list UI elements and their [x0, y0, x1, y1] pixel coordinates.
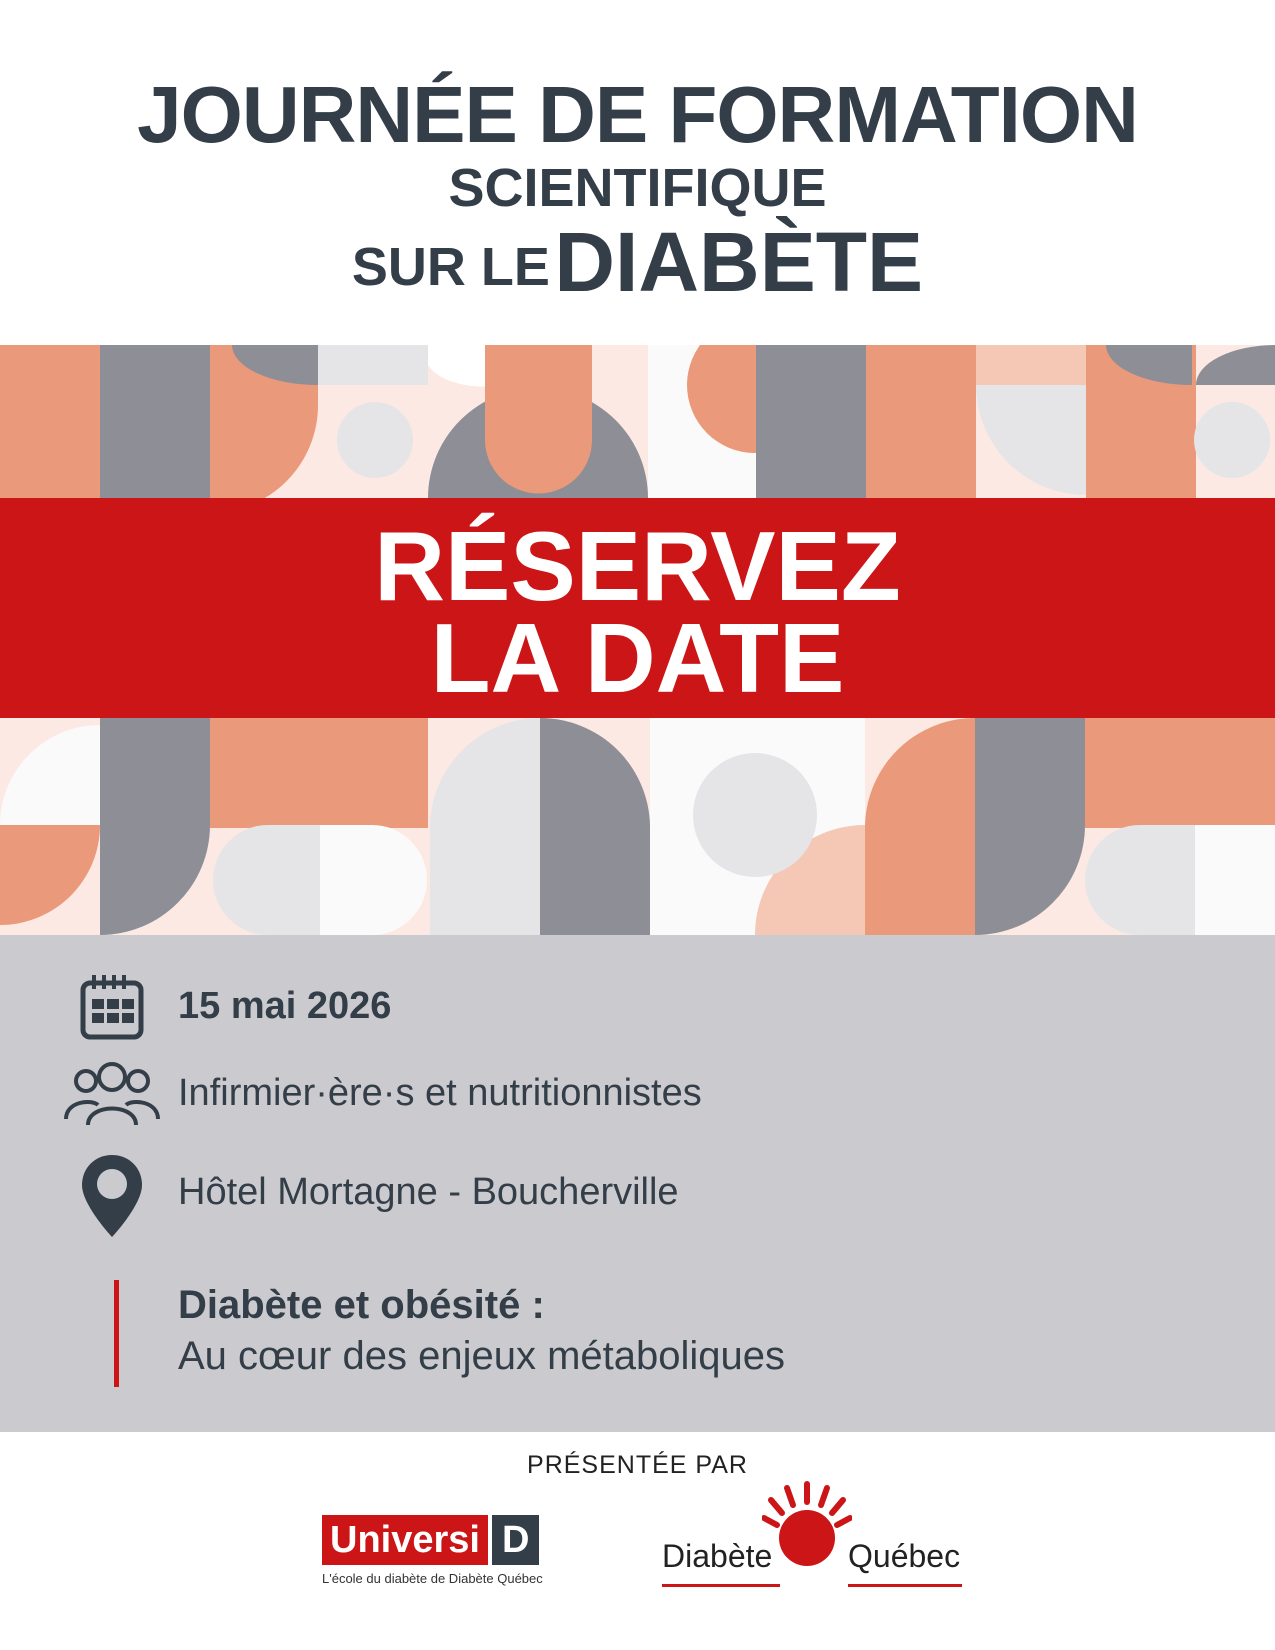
pattern-bottom — [0, 718, 1275, 935]
banner-line-2: LA DATE — [430, 603, 845, 713]
people-icon — [62, 1057, 162, 1129]
save-the-date-banner — [0, 498, 1275, 718]
title-line-1: JOURNÉE DE FORMATION — [137, 70, 1138, 159]
dq-underline-left — [662, 1584, 780, 1587]
diabete-quebec-right: Québec — [848, 1538, 961, 1574]
event-details — [0, 935, 1275, 1432]
calendar-icon — [80, 973, 144, 1041]
diabete-quebec-left: Diabète — [662, 1538, 773, 1574]
universid-logo-d: D — [492, 1515, 539, 1565]
universid-logo — [322, 1515, 543, 1586]
event-topic — [178, 1280, 785, 1382]
topic-title: Diabète et obésité : — [178, 1283, 545, 1327]
event-audience: Infirmier·ère·s et nutritionnistes — [178, 1072, 702, 1114]
dq-underline-right — [848, 1584, 962, 1587]
universid-logo-text: Universi — [322, 1515, 488, 1565]
title-line-3-large: DIABÈTE — [554, 215, 924, 309]
topic-accent-bar — [114, 1280, 119, 1387]
presented-by: PRÉSENTÉE PAR — [527, 1451, 748, 1479]
title-line-3-small: SUR LE — [351, 237, 550, 297]
title-line-3 — [0, 215, 1275, 327]
diabete-quebec-logo — [662, 1480, 962, 1590]
banner-line-1: RÉSERVEZ — [374, 511, 901, 621]
location-pin-icon — [80, 1153, 144, 1239]
universid-tagline: L'école du diabète de Diabète Québec — [322, 1571, 543, 1586]
sun-logo-icon — [762, 1480, 852, 1570]
topic-subtitle: Au cœur des enjeux métaboliques — [178, 1334, 785, 1378]
event-date: 15 mai 2026 — [178, 985, 392, 1027]
title-line-2: SCIENTIFIQUE — [448, 158, 827, 218]
event-location: Hôtel Mortagne - Boucherville — [178, 1171, 679, 1213]
pattern-top — [0, 345, 1275, 513]
